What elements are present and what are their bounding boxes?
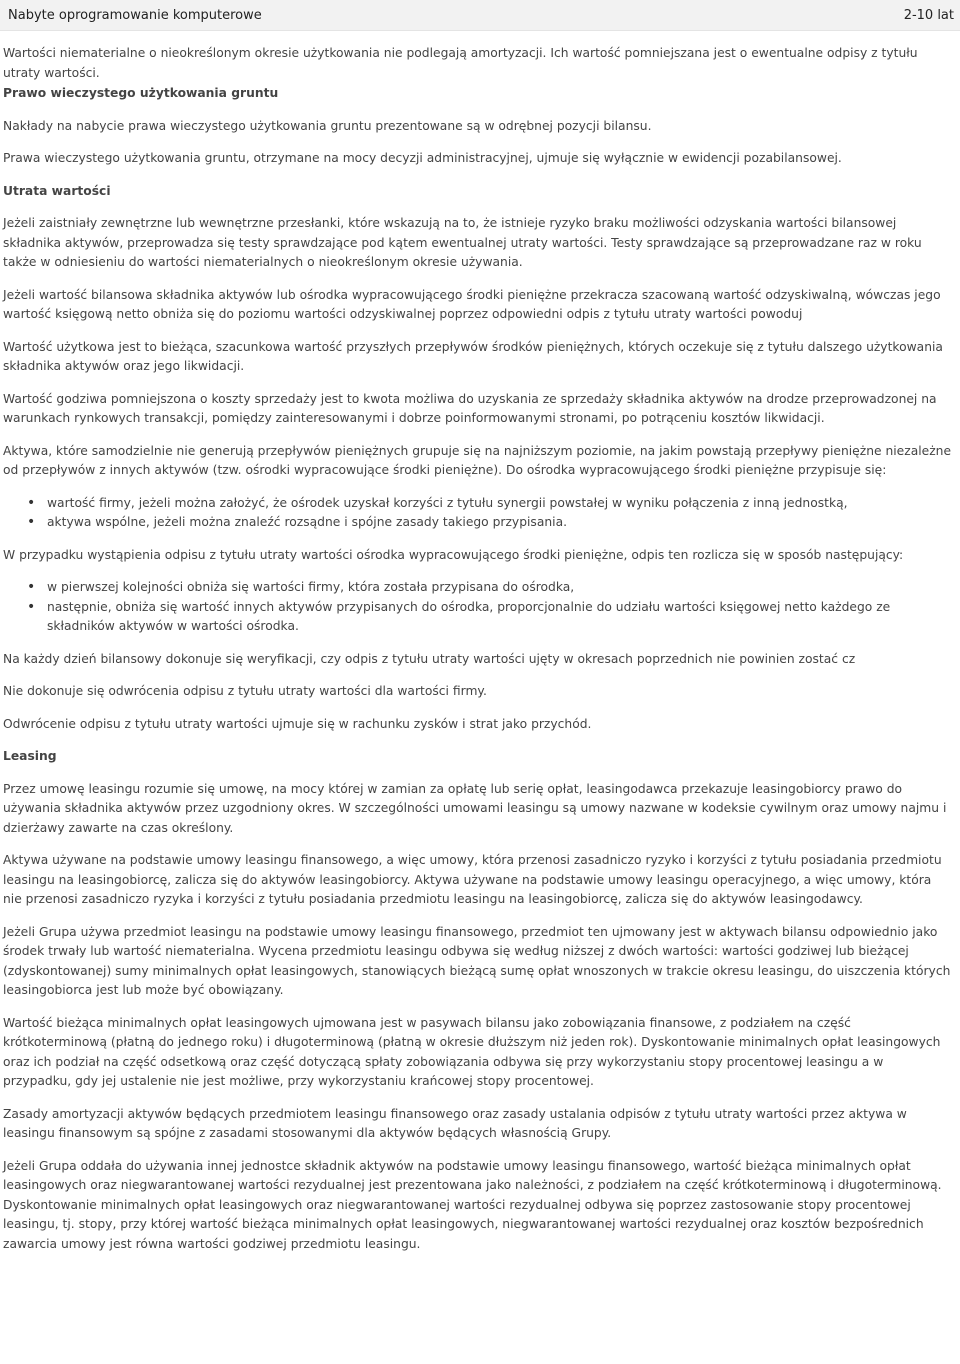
- paragraph: Wartość bieżąca minimalnych opłat leasingowych ujmowana jest w pasywach bilansu jako zobowiązania finansowe, z podziałem na część krótkoterminową (płatną do jednego roku) i długoterminową (płatną w okresie dłuższym niż jeden rok). Dyskontowanie minimalnych opłat leasingowych oraz ich podział na część odsetkową oraz część dotyczącą spłaty zobowiązania odbywa się przy wykorzystaniu stopy procentowej leasingu a w przypadku, gdy jej ustalenie nie jest możliwe, przy wykorzystaniu krańcowej stopy procentowej.: [3, 1015, 941, 1088]
- paragraph: Wartość godziwa pomniejszona o koszty sprzedaży jest to kwota możliwa do uzyskania ze sprzedaży składnika aktywów na drodze przeprowadzonej na warunkach rynkowych transakcji, pomiędzy zainteresowanymi i dobrze poinformowanymi stronami, po potrąceniu kosztów likwidacji.: [3, 391, 937, 425]
- paragraph: Przez umowę leasingu rozumie się umowę, na mocy której w zamian za opłatę lub serię opłat, leasingodawca przekazuje leasingobiorcy prawo do używania składnika aktywów przez uzgodniony okres. W szczególności umowami leasingu są umowy nazwane w kodeksie cywilnym oraz umowy najmu i dzierżawy zawarte na czas określony.: [3, 781, 947, 835]
- document-body: [0, 31, 960, 1254]
- list-item: • wartość firmy, jeżeli można założyć, że ośrodek uzyskał korzyści z tytułu synergii powstałej w wyniku połączenia z inną jednostką,: [47, 494, 953, 514]
- paragraph: Aktywa, które samodzielnie nie generują przepływów pieniężnych grupuje się na najniższym poziomie, na jakim powstają przepływy pieniężne niezależne od przepływów z innych aktywów (tzw. ośrodki wypracowujące środki pieniężne). Do ośrodka wypracowującego środki pieniężne przypisuje się:: [3, 443, 952, 477]
- list-item: • następnie, obniża się wartość innych aktywów przypisanych do ośrodka, proporcjonalnie do udziału wartości księgowej netto każdego ze składników aktywów w wartości ośrodka.: [47, 598, 953, 637]
- section-heading-prawo: Prawo wieczystego użytkowania gruntu: [3, 86, 279, 100]
- paragraph: Odwrócenie odpisu z tytułu utraty wartości ujmuje się w rachunku zysków i strat jako przychód.: [3, 716, 592, 731]
- paragraph: Wartości niematerialne o nieokreślonym okresie użytkowania nie podlegają amortyzacji. Ich wartość pomniejszana jest o ewentualne odpisy z tytułu utraty wartości.: [3, 46, 918, 80]
- header-title: Nabyte oprogramowanie komputerowe: [8, 7, 262, 23]
- table-row-header: [0, 0, 960, 31]
- paragraph: Jeżeli Grupa oddała do używania innej jednostce składnik aktywów na podstawie umowy leasingu finansowego, wartość bieżąca minimalnych opłat leasingowych oraz niegwarantowanej wartości rezydualnej jest prezentowana jako należności, z podziałem na część krótkoterminową i długoterminową. Dyskontowanie minimalnych opłat leasingowych oraz niegwarantowanej wartości rezydualnej odbywa się poprzez zastosowanie stopy procentowej leasingu, tj. stopy, przy której wartość bieżąca minimalnych opłat leasingowych, niegwarantowanej wartości rezydualnej oraz kosztów bezpośrednich zawarcia umowy jest równa wartości godziwej przedmiotu leasingu.: [3, 1158, 942, 1251]
- section-heading-utrata: Utrata wartości: [3, 183, 111, 198]
- paragraph: Nakłady na nabycie prawa wieczystego użytkowania gruntu prezentowane są w odrębnej pozycji bilansu.: [3, 118, 652, 133]
- header-page-info: 2-10 lat: [903, 7, 954, 23]
- paragraph: Na każdy dzień bilansowy dokonuje się weryfikacji, czy odpis z tytułu utraty wartości ujęty w okresach poprzednich nie powinien zostać cz: [3, 651, 856, 666]
- paragraph: Jeżeli Grupa używa przedmiot leasingu na podstawie umowy leasingu finansowego, przedmiot ten ujmowany jest w aktywach bilansu odpowiednio jako środek trwały lub wartość niematerialna. Wycena przedmiotu leasingu odbywa się według niższej z dwóch wartości: wartości godziwej lub bieżącej (zdyskontowanej) sumy minimalnych opłat leasingowych, stanowiących bieżącą sumę opłat wnoszonych w trakcie okresu leasingu, do uiszczenia których leasingobiorca jest lub może być obowiązany.: [3, 924, 951, 997]
- list-item: • w pierwszej kolejności obniża się wartości firmy, która została przypisana do ośrodka,: [47, 578, 953, 598]
- section-heading-leasing: Leasing: [3, 749, 57, 763]
- bullet-list: [3, 494, 953, 533]
- paragraph: Prawa wieczystego użytkowania gruntu, otrzymane na mocy decyzji administracyjnej, ujmuje się wyłącznie w ewidencji pozabilansowej.: [3, 151, 842, 165]
- paragraph: W przypadku wystąpienia odpisu z tytułu utraty wartości ośrodka wypracowującego środki pieniężne, odpis ten rozlicza się w sposób następujący:: [3, 547, 904, 562]
- paragraph: Nie dokonuje się odwrócenia odpisu z tytułu utraty wartości dla wartości firmy.: [3, 684, 487, 698]
- paragraph: Wartość użytkowa jest to bieżąca, szacunkowa wartość przyszłych przepływów środków pieniężnych, których oczekuje się z tytułu dalszego użytkowania składnika aktywów oraz jego likwidacji.: [3, 339, 943, 373]
- paragraph: Aktywa używane na podstawie umowy leasingu finansowego, a więc umowy, która przenosi zasadniczo ryzyko i korzyści z tytułu posiadania przedmiotu leasingu na leasingobiorcę, zalicza się do aktywów leasingobiorcy. Aktywa używane na podstawie umowy leasingu operacyjnego, a więc umowy, która nie przenosi zasadniczo ryzyka i korzyści z tytułu posiadania przedmiotu leasingu na leasingobiorcę, zalicza się do aktywów leasingodawcy.: [3, 853, 942, 906]
- paragraph: Jeżeli zaistniały zewnętrzne lub wewnętrzne przesłanki, które wskazują na to, że istnieje ryzyko braku możliwości odzyskania wartości bilansowej składnika aktywów, przeprowadza się testy sprawdzające pod kątem ewentualnej utraty wartości. Testy sprawdzające są przeprowadzane raz w roku także w odniesieniu do wartości niematerialnych o nieokreślonym okresie używania.: [3, 216, 922, 269]
- bullet-list: [3, 578, 953, 637]
- paragraph: Zasady amortyzacji aktywów będących przedmiotem leasingu finansowego oraz zasady ustalania odpisów z tytułu utraty wartości przez aktywa w leasingu finansowym są spójne z zasadami stosowanymi dla aktywów będących własnością Grupy.: [3, 1106, 907, 1140]
- paragraph: Jeżeli wartość bilansowa składnika aktywów lub ośrodka wypracowującego środki pieniężne przekracza szacowaną wartość odzyskiwalną, wówczas jego wartość księgową netto obniża się do poziomu wartości odzyskiwalnej poprzez odpowiedni odpis z tytułu utraty wartości powoduj: [3, 287, 941, 321]
- list-item: • aktywa wspólne, jeżeli można znaleźć rozsądne i spójne zasady takiego przypisania.: [47, 513, 953, 533]
